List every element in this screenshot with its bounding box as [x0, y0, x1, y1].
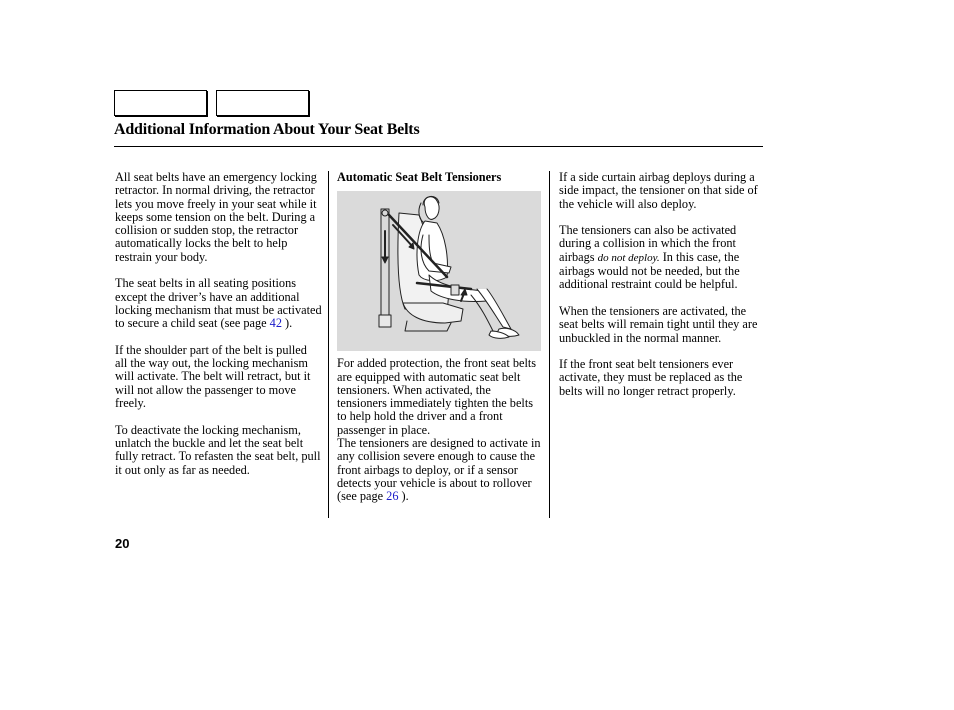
- tensioner-activation-text: The tensioners are designed to activate in any collision severe enough to cause the front airbags to deploy, or if a sensor detects your vehicle is about to rollover (see page: [337, 436, 541, 504]
- tensioner-activation-paragraph: [337, 437, 541, 503]
- retractor-paragraph: All seat belts have an emergency locking retractor. In normal driving, the retractor lets you move freely in your seat while it keeps some tension on the belt. During a collision or sudden stop, the retractor automatically locks the belt to help restrain your body.: [115, 170, 317, 264]
- column-divider-2: [549, 171, 550, 518]
- child-seat-text-end: ).: [281, 316, 293, 331]
- column-2: [337, 171, 541, 504]
- page-title: Additional Information About Your Seat Belts: [114, 121, 420, 138]
- nav-tab-box-right[interactable]: [216, 90, 309, 116]
- no-airbag-paragraph: [559, 224, 763, 291]
- child-seat-text: The seat belts in all seating positions except the driver’s have an additional locking mechanism that must be activated to secure a child seat (see page: [115, 276, 322, 331]
- replace-tensioners-paragraph: If the front seat belt tensioners ever activate, they must be replaced as the belts will no longer retract properly.: [559, 357, 743, 398]
- child-seat-paragraph: [115, 277, 322, 330]
- column-divider-1: [328, 171, 329, 518]
- title-underline: [114, 146, 763, 147]
- page-42-link[interactable]: 42: [269, 316, 282, 331]
- page-26-link[interactable]: 26: [386, 489, 399, 504]
- tensioner-protection-paragraph: For added protection, the front seat belts are equipped with automatic seat belt tensioners. When activated, the tensioners immediately tighten the belts to help hold the driver and a front passenger in place.: [337, 356, 537, 437]
- tensioners-heading: Automatic Seat Belt Tensioners: [337, 170, 502, 184]
- seat-belt-tensioner-illustration: [337, 191, 541, 351]
- side-curtain-paragraph: If a side curtain airbag deploys during a side impact, the tensioner on that side of the vehicle will also deploy.: [559, 170, 758, 211]
- shoulder-belt-paragraph: If the shoulder part of the belt is pulled all the way out, the locking mechanism will activate. The belt will retract, but it will not allow the passenger to move freely.: [115, 342, 311, 411]
- no-airbag-text-end: In this case, the airbags would not be needed, but the additional restraint could be helpful.: [559, 249, 740, 292]
- do-not-deploy-text: do not deploy.: [597, 251, 660, 264]
- remain-tight-paragraph: When the tensioners are activated, the seat belts will remain tight until they are unbuckled in the normal manner.: [559, 303, 758, 345]
- column-3: [559, 171, 763, 398]
- nav-tab-box-left[interactable]: [114, 90, 207, 116]
- no-airbag-text: The tensioners can also be activated during a collision in which the front airbags: [559, 223, 737, 264]
- column-1: [115, 171, 322, 477]
- deactivate-paragraph: To deactivate the locking mechanism, unlatch the buckle and let the seat belt fully retract. To refasten the seat belt, pull it out only as far as needed.: [115, 422, 321, 477]
- page-number: 20: [115, 536, 130, 551]
- tensioner-activation-text-end: ).: [398, 489, 409, 504]
